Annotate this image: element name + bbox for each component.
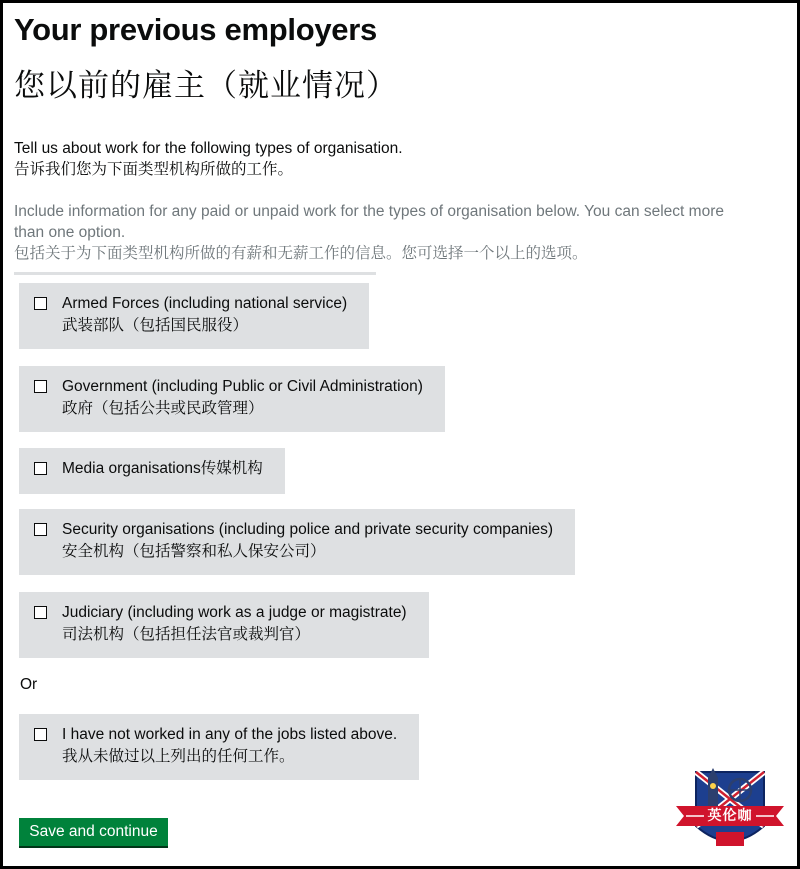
option-label-chinese: 安全机构（包括警察和私人保安公司）	[62, 543, 326, 560]
checkbox-option-armed-forces[interactable]	[19, 283, 369, 349]
checkbox-option-judiciary[interactable]	[19, 592, 429, 658]
intro-english: Tell us about work for the following types of organisation.	[14, 140, 403, 157]
or-separator: Or	[20, 676, 38, 693]
page-title: Your previous employers	[14, 12, 377, 47]
watermark-text: 英伦咖	[707, 808, 753, 824]
option-label-chinese: 武装部队（包括国民服役）	[62, 317, 249, 334]
checkbox[interactable]	[34, 297, 47, 310]
checkbox[interactable]	[34, 523, 47, 536]
hint-chinese: 包括关于为下面类型机构所做的有薪和无薪工作的信息。您可选择一个以上的选项。	[14, 245, 588, 262]
option-label-chinese: 传媒机构	[200, 460, 263, 477]
option-label-english: Judiciary (including work as a judge or magistrate)	[62, 604, 407, 621]
checkbox[interactable]	[34, 462, 47, 475]
intro-text	[14, 138, 784, 180]
checkbox-option-government[interactable]	[19, 366, 445, 432]
option-label-english: Armed Forces (including national service)	[62, 295, 348, 312]
checkbox-option-security[interactable]	[19, 509, 575, 575]
page-title-chinese: 您以前的雇主（就业情况）	[14, 68, 398, 104]
checkbox[interactable]	[34, 728, 47, 741]
intro-chinese: 告诉我们您为下面类型机构所做的工作。	[14, 161, 294, 178]
option-label-chinese: 政府（包括公共或民政管理）	[62, 400, 264, 417]
save-and-continue-button[interactable]: Save and continue	[19, 818, 168, 848]
option-label-chinese: 司法机构（包括担任法官或裁判官）	[62, 626, 311, 643]
hint-text	[14, 201, 734, 264]
checkbox-option-none[interactable]	[19, 714, 419, 780]
checkbox[interactable]	[34, 380, 47, 393]
option-label-english: Government (including Public or Civil Administration)	[62, 378, 423, 395]
hint-english: Include information for any paid or unpaid work for the types of organisation below. You can select more than one option.	[14, 203, 724, 241]
option-label-english: Security organisations (including police and private security companies)	[62, 521, 554, 538]
option-label-english: Media organisations	[62, 460, 201, 477]
option-label-english: I have not worked in any of the jobs listed above.	[62, 726, 398, 743]
checkbox[interactable]	[34, 606, 47, 619]
option-label-chinese: 我从未做过以上列出的任何工作。	[62, 748, 295, 765]
checkbox-option-media[interactable]	[19, 448, 285, 494]
hint-divider	[14, 272, 376, 275]
